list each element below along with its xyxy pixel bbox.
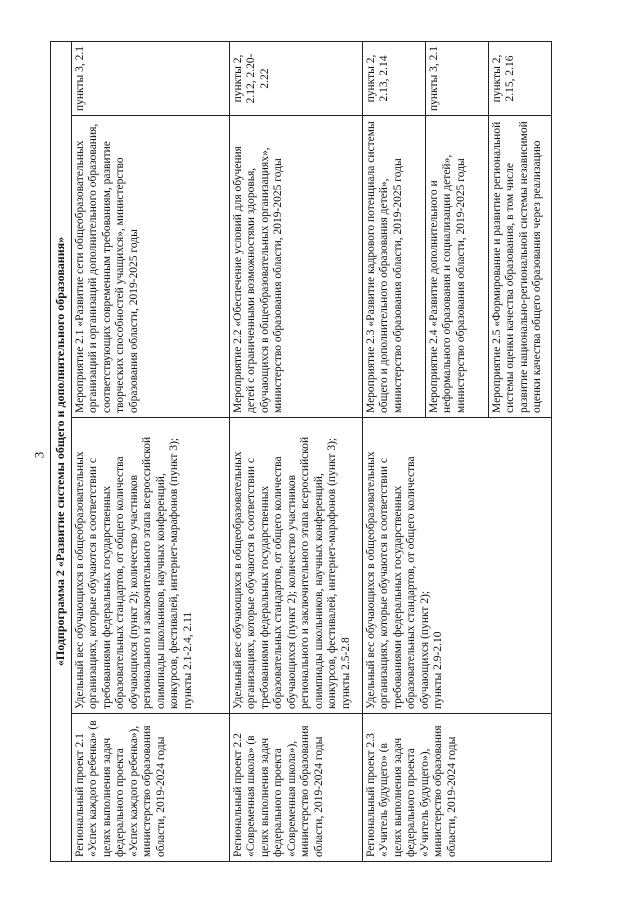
refs-cell: пункты 2, 2.12, 2.20-2.22 — [230, 42, 363, 116]
section-heading: «Подпрограмма 2 «Развитие системы общего и дополнительного образования» — [51, 42, 72, 862]
table-row — [72, 42, 230, 862]
indicator-cell: Удельный вес обучающихся в общеобразовательных организациях, которые обучаются в соответствии с требованиями федеральных государственных образовательных стандартов, от общего количества обучающихся (пункт 2); пункты 2.9-2.10 — [363, 418, 552, 714]
activity-cell: Мероприятие 2.4 «Развитие дополнительного и неформального образования и социализации детей», министерство образования области, 2019-2025 годы — [426, 116, 489, 418]
refs-cell: пункты 2, 2.13, 2.14 — [363, 42, 426, 116]
activity-cell: Мероприятие 2.5 «Формирование и развитие региональной системы оценки качества образования, в том числе развитие национально-региональной системы независимой оценки качества общего образования через реализацию — [489, 116, 552, 418]
indicator-cell: Удельный вес обучающихся в общеобразовательных организациях, которые обучаются в соответствии с требованиями федеральных государственных образовательных стандартов, от общего количества обучающихся (пункт 2); количество участников регионального и заключительного этапа всероссийской олимпиады школьников, научных конференций, конкурсов, фестивалей, интернет-марафонов (пункт 3); пункты 2.1-2.4, 2.11 — [72, 418, 230, 714]
program-table — [50, 41, 552, 862]
project-cell: Региональный проект 2.2 «Современная школа» (в целях выполнения задач федерального проекта «Современная школа»), министерство образования области, 2019-2024 годы — [230, 714, 363, 862]
activity-cell: Мероприятие 2.1 «Развитие сети общеобразовательных организаций и организаций дополнительного образования, соответствующих современным требованиям, развитие творческих способностей учащихся», министерство образования области, 2019-2025 годы — [72, 116, 230, 418]
rotated-table-container — [50, 42, 590, 862]
project-cell: Региональный проект 2.1 «Успех каждого ребенка» (в целях выполнения задач федерального проекта «Успех каждого ребенка»), министерство образования области, 2019-2024 годы — [72, 714, 230, 862]
page-number: 3 — [31, 451, 47, 459]
indicator-cell: Удельный вес обучающихся в общеобразовательных организациях, которые обучаются в соответствии с требованиями федеральных государственных образовательных стандартов, от общего количества обучающихся (пункт 2); количество участников регионального и заключительного этапа всероссийской олимпиады школьников, научных конференций, конкурсов, фестивалей, интернет-марафонов (пункт 3); пункты 2.5-2.8 — [230, 418, 363, 714]
project-cell: Региональный проект 2.3 «Учитель будущего» (в целях выполнения задач федерального проекта «Учитель будущего»), министерство образования области, 2019-2024 годы — [363, 714, 552, 862]
activity-cell: Мероприятие 2.3 «Развитие кадрового потенциала системы общего и дополнительного образования детей», министерство образования области, 2019-2025 годы — [363, 116, 426, 418]
section-heading-row — [51, 42, 72, 862]
refs-cell: пункты 3, 2.1 — [426, 42, 489, 116]
refs-cell: пункты 3, 2.1 — [72, 42, 230, 116]
table-row — [363, 42, 426, 862]
refs-cell: пункты 2, 2.15, 2.16 — [489, 42, 552, 116]
activity-cell: Мероприятие 2.2 «Обеспечение условий для обучения детей с ограниченными возможностями здоровья, обучающихся в общеобразовательных организациях», министерство образования области, 2019-2025 годы — [230, 116, 363, 418]
table-row — [230, 42, 363, 862]
